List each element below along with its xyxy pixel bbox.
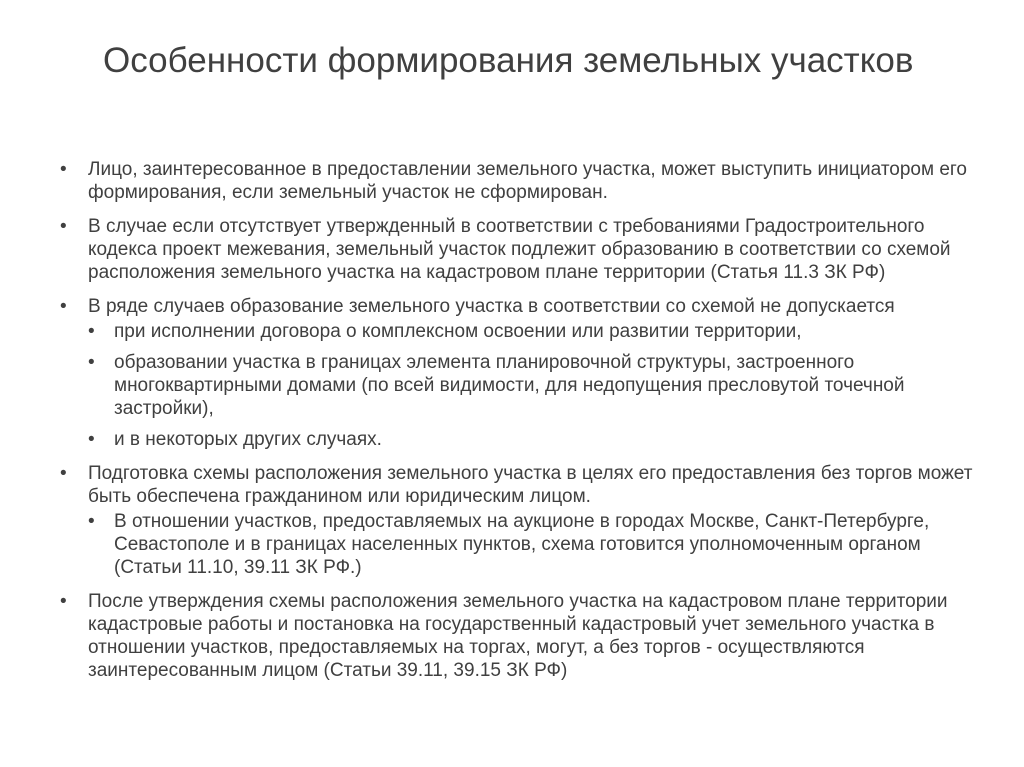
sub-bullet-dot: • xyxy=(88,352,95,373)
list-item xyxy=(60,295,980,451)
bullet-dot: • xyxy=(60,296,67,317)
bullet-dot: • xyxy=(60,159,67,180)
sub-list-item xyxy=(88,428,980,451)
sub-list-item xyxy=(88,351,980,420)
sub-list-item xyxy=(88,510,980,579)
bullet-dot: • xyxy=(60,216,67,237)
sub-list-item-text: и в некоторых других случаях. xyxy=(114,429,382,450)
sub-bullet-list xyxy=(88,320,980,451)
sub-bullet-dot: • xyxy=(88,429,95,450)
sub-list-item xyxy=(88,320,980,343)
list-item-text: В случае если отсутствует утвержденный в соответствии с требованиями Градостроительного кодекса проект межевания, земельный участок подлежит образованию в соответствии со схемой расположения земельного участка на кадастровом плане территории (Статья 11.3 ЗК РФ) xyxy=(88,216,951,283)
bullet-dot: • xyxy=(60,591,67,612)
sub-bullet-list xyxy=(88,510,980,579)
bullet-dot: • xyxy=(60,463,67,484)
list-item xyxy=(60,462,980,579)
list-item-text: Лицо, заинтересованное в предоставлении земельного участка, может выступить инициатором его формирования, если земельный участок не сформирован. xyxy=(88,159,967,203)
list-item-text: Подготовка схемы расположения земельного участка в целях его предоставления без торгов может быть обеспечена гражданином или юридическим лицом. xyxy=(88,463,973,507)
list-item xyxy=(60,158,980,204)
slide-title: Особенности формирования земельных участков xyxy=(103,41,914,80)
list-item xyxy=(60,215,980,284)
sub-bullet-dot: • xyxy=(88,511,95,532)
slide-content xyxy=(60,158,980,693)
sub-list-item-text: В отношении участков, предоставляемых на аукционе в городах Москве, Санкт-Петербурге, Севастополе и в границах населенных пунктов, схема готовится уполномоченным органом (Статьи 11.10, 39.11 ЗК РФ.) xyxy=(114,511,930,578)
list-item-text: В ряде случаев образование земельного участка в соответствии со схемой не допускается xyxy=(88,296,895,317)
sub-list-item-text: при исполнении договора о комплексном освоении или развитии территории, xyxy=(114,321,802,342)
list-item-text: После утверждения схемы расположения земельного участка на кадастровом плане территории кадастровые работы и постановка на государственный кадастровый учет земельного участка в отношении участков, предоставляемых на торгах, могут, а без торгов - осуществляются заинтересованным лицом (Статьи 39.11, 39.15 ЗК РФ) xyxy=(88,591,948,681)
list-item xyxy=(60,590,980,682)
sub-bullet-dot: • xyxy=(88,321,95,342)
sub-list-item-text: образовании участка в границах элемента планировочной структуры, застроенного многоквартирными домами (по всей видимости, для недопущения пресловутой точечной застройки), xyxy=(114,352,905,419)
bullet-list xyxy=(60,158,980,682)
